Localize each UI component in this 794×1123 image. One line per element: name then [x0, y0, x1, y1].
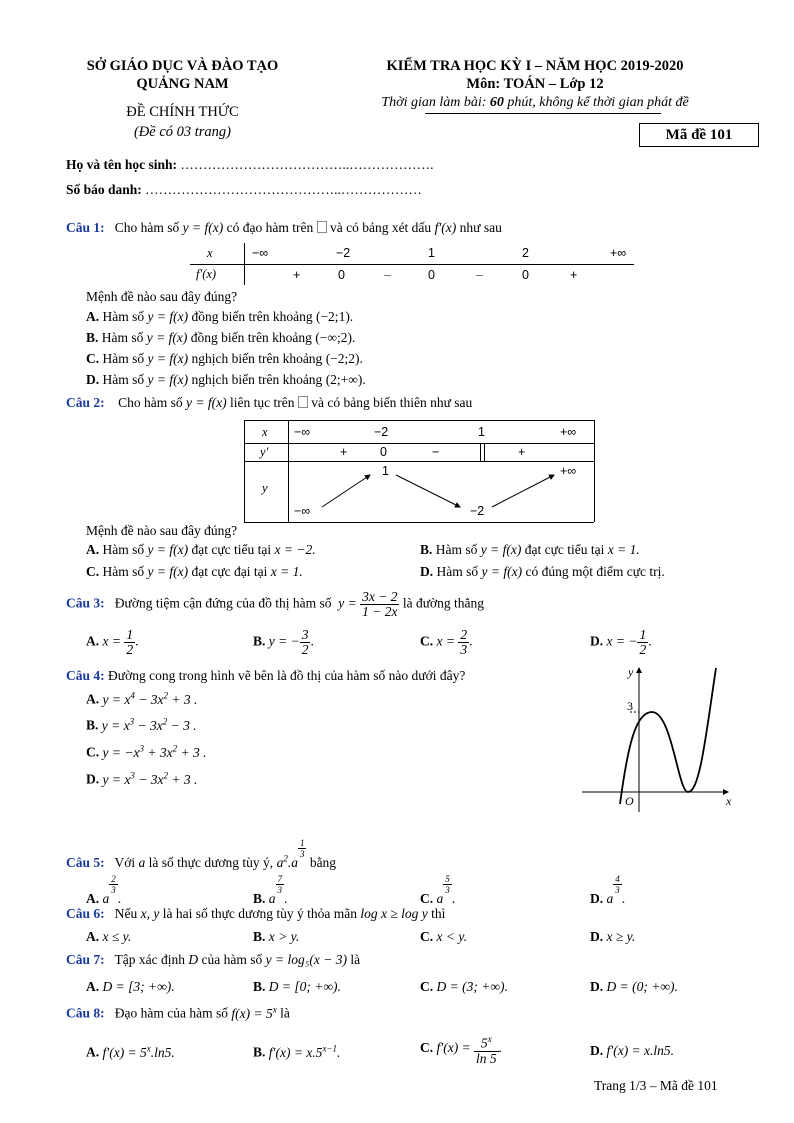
q2-arrows [288, 461, 594, 522]
reals-icon [317, 221, 327, 233]
q1-x-val: 1 [428, 246, 435, 260]
q1-sign: 0 [428, 268, 435, 282]
q8-option-d[interactable]: D. f′(x) = x.ln5. [590, 1043, 675, 1058]
q1-fp-label: f′(x) [196, 267, 217, 281]
q3-option-c[interactable]: C. x = $\frac{2}{3}$ . [420, 627, 473, 657]
q2-option-b[interactable]: B. Hàm số y = f(x) đạt cực tiểu tại x = 1. [420, 542, 640, 557]
q2-option-d[interactable]: D. Hàm số y = f(x) có đúng một điểm cực trị. [420, 564, 665, 579]
q2-yp-label: y' [260, 445, 269, 459]
q6-stem: Câu 6: Nếu x, y là hai số thực dương tùy ý thỏa mãn log x ≥ log y thì [66, 906, 446, 921]
q2-option-c[interactable]: C. Hàm số y = f(x) đạt cực đại tại x = 1. [86, 564, 303, 579]
q2-x-val: 1 [478, 425, 485, 439]
q2-stem: Câu 2: Cho hàm số y = f(x) liên tục trên và có bảng biến thiên như sau [66, 395, 473, 410]
q8-option-b[interactable]: B. $f'(x) = x.5^{x-1}$. [253, 1043, 341, 1060]
q2-x-val: +∞ [560, 425, 577, 439]
q2-sign: + [340, 445, 348, 459]
q1-sign: + [293, 268, 301, 282]
q1-sign: – [476, 268, 483, 282]
q6-option-c[interactable]: C. x < y. [420, 929, 467, 944]
y-tick-3: 3 [627, 699, 633, 713]
page-footer: Trang 1/3 – Mã đề 101 [594, 1078, 718, 1093]
q4-stem: Câu 4: Đường cong trong hình vẽ bên là đồ thị của hàm số nào dưới đây? [66, 668, 466, 683]
q2-x-label: x [262, 425, 268, 439]
curve [620, 668, 716, 804]
q6-option-d[interactable]: D. x ≥ y. [590, 929, 636, 944]
q7-option-b[interactable]: B. D = [0; +∞). [253, 979, 341, 994]
q8-option-a[interactable]: A. $f'(x) = 5^x.\ln 5$. [86, 1043, 175, 1060]
q7-option-c[interactable]: C. D = (3; +∞). [420, 979, 508, 994]
q7-option-a[interactable]: A. D = [3; +∞). [86, 979, 175, 994]
q3-option-a[interactable]: A. x = $\frac{1}{2}$ . [86, 627, 139, 657]
q1-sign: – [384, 268, 391, 282]
q3-option-d[interactable]: D. x = − $\frac{1}{2}$ . [590, 627, 652, 657]
q4-option-b[interactable]: B. $y = x^3 - 3x^2 - 3$ . [86, 716, 197, 733]
student-name-line: Họ và tên học sinh: ………………………………..………………. [66, 157, 434, 172]
q3-stem: Câu 3: Đường tiệm cận đứng của đồ thị hàm số y = $\frac{3x - 2}{1 - 2x}$ là đường thẳng [66, 589, 485, 619]
q5-stem: Câu 5: Với a là số thực dương tùy ý, $a^2.a$ $\frac{1}{3}$ bằng [66, 838, 337, 870]
q2-y-label: y [262, 481, 268, 495]
x-axis-label: x [726, 794, 732, 808]
q2-question: Mệnh đề nào sau đây đúng? [86, 523, 238, 538]
q8-option-c[interactable]: C. f′(x) = $\frac{5^x}{\ln 5}$ . [420, 1034, 503, 1066]
q2-x-val: −2 [374, 425, 389, 439]
official-label: ĐỀ CHÍNH THỨC [126, 104, 239, 120]
q4-option-a[interactable]: A. $y = x^4 - 3x^2 + 3$ . [86, 690, 198, 707]
province-name: QUẢNG NAM [136, 76, 229, 92]
subject: Môn: TOÁN – Lớp 12 [466, 76, 604, 92]
q2-x-val: −∞ [294, 425, 311, 439]
q1-question: Mệnh đề nào sau đây đúng? [86, 289, 238, 304]
q5-option-b[interactable]: B. a $\frac{7}{3}$ . [253, 874, 288, 906]
q1-x-val: 2 [522, 246, 529, 260]
q1-sign: 0 [522, 268, 529, 282]
y-axis-label: y [628, 665, 634, 679]
q2-sign: 0 [380, 445, 387, 459]
q5-option-c[interactable]: C. a $\frac{5}{3}$ . [420, 874, 456, 906]
q1-x-val: −2 [336, 246, 351, 260]
q1-stem: Câu 1: Cho hàm số y = f(x) có đạo hàm trên và có bảng xét dấu f′(x) như sau [66, 220, 502, 235]
q1-x-val: +∞ [610, 246, 627, 260]
q1-option-c[interactable]: C. Hàm số y = f(x) nghịch biến trên khoảng (−2;2). [86, 351, 363, 366]
q1-option-a[interactable]: A. Hàm số y = f(x) đồng biến trên khoảng (−2;1). [86, 309, 354, 324]
q4-graph [580, 664, 740, 814]
q1-sign: 0 [338, 268, 345, 282]
q5-option-a[interactable]: A. a $\frac{2}{3}$ . [86, 874, 122, 906]
q1-x-val: −∞ [252, 246, 269, 260]
origin-label: O [625, 794, 634, 808]
pages-note: (Đề có 03 trang) [133, 124, 232, 140]
q2-y-val: +∞ [560, 464, 577, 478]
q4-option-c[interactable]: C. $y = -x^3 + 3x^2 + 3$ . [86, 743, 207, 760]
q2-y-val: −∞ [294, 504, 311, 518]
q6-option-b[interactable]: B. x > y. [253, 929, 300, 944]
q1-option-d[interactable]: D. Hàm số y = f(x) nghịch biến trên khoảng (2;+∞). [86, 372, 366, 387]
q7-option-d[interactable]: D. D = (0; +∞). [590, 979, 678, 994]
q2-sign: − [432, 445, 440, 459]
q1-option-b[interactable]: B. Hàm số y = f(x) đồng biến trên khoảng (−∞;2). [86, 330, 356, 345]
q6-option-a[interactable]: A. x ≤ y. [86, 929, 132, 944]
q2-sign: + [518, 445, 526, 459]
student-id-line: Số báo danh: ……………………………………..……………… [66, 182, 422, 197]
exam-title: KIỂM TRA HỌC KỲ I – NĂM HỌC 2019-2020 [386, 58, 684, 74]
reals-icon [298, 396, 308, 408]
q3-option-b[interactable]: B. y = − $\frac{3}{2}$ . [253, 627, 314, 657]
dept-name: SỞ GIÁO DỤC VÀ ĐÀO TẠO [86, 58, 279, 74]
q8-stem: Câu 8: Đạo hàm của hàm số $f(x) = 5^x$ là [66, 1004, 290, 1021]
q2-y-val: −2 [470, 504, 485, 518]
q7-stem: Câu 7: Tập xác định D của hàm số y = log₅(x − 3) là [66, 952, 361, 967]
q1-x-label: x [207, 246, 213, 260]
q4-option-d[interactable]: D. $y = x^3 - 3x^2 + 3$ . [86, 770, 198, 787]
time-underline [425, 113, 661, 114]
q2-y-val: 1 [382, 464, 389, 478]
q1-sign: + [570, 268, 578, 282]
time-note: Thời gian làm bài: 60 phút, không kể thời gian phát đề [381, 95, 689, 110]
q2-option-a[interactable]: A. Hàm số y = f(x) đạt cực tiểu tại x = −2. [86, 542, 316, 557]
exam-code: Mã đề 101 [639, 123, 759, 147]
q5-option-d[interactable]: D. a $\frac{4}{3}$ . [590, 874, 626, 906]
